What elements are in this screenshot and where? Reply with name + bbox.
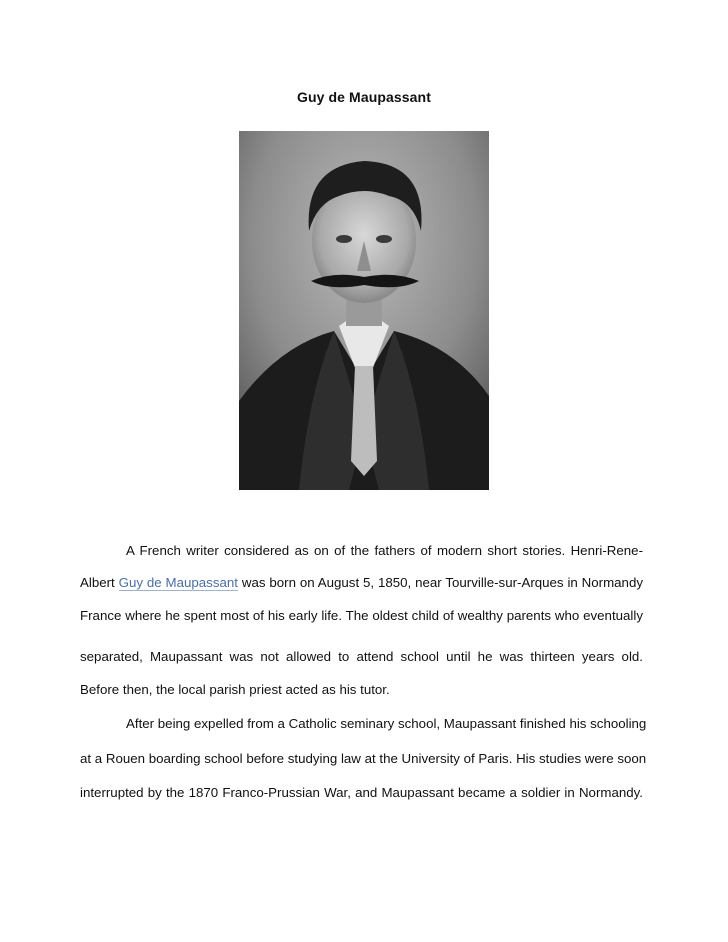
maupassant-link[interactable]: Guy de Maupassant [118, 575, 238, 590]
paragraph-2-line-3: interrupted by the 1870 Franco-Prussian War, and Maupassant became a soldier in Normandy. [80, 785, 643, 800]
paragraph-1-line-2 [80, 573, 643, 593]
paragraph-2-line-1: After being expelled from a Catholic seminary school, Maupassant finished his schooling [126, 716, 647, 731]
paragraph-1-line-2-end: was born on August 5, 1850, near Tourville-sur-Arques in Normandy [237, 575, 643, 590]
portrait-photo [239, 131, 489, 490]
paragraph-1-line-1: A French writer considered as on of the fathers of modern short stories. Henri-Rene- [126, 543, 643, 558]
paragraph-2-line-2: at a Rouen boarding school before studying law at the University of Paris. His studies were soon [80, 751, 647, 766]
paragraph-1-line-5: Before then, the local parish priest acted as his tutor. [80, 682, 390, 697]
paragraph-1-line-3: France where he spent most of his early life. The oldest child of wealthy parents who eventually [80, 608, 643, 623]
page-title: Guy de Maupassant [297, 89, 431, 105]
paragraph-1-line-4: separated, Maupassant was not allowed to attend school until he was thirteen years old. [80, 649, 643, 664]
paragraph-1-line-2-start: Albert [80, 575, 119, 590]
